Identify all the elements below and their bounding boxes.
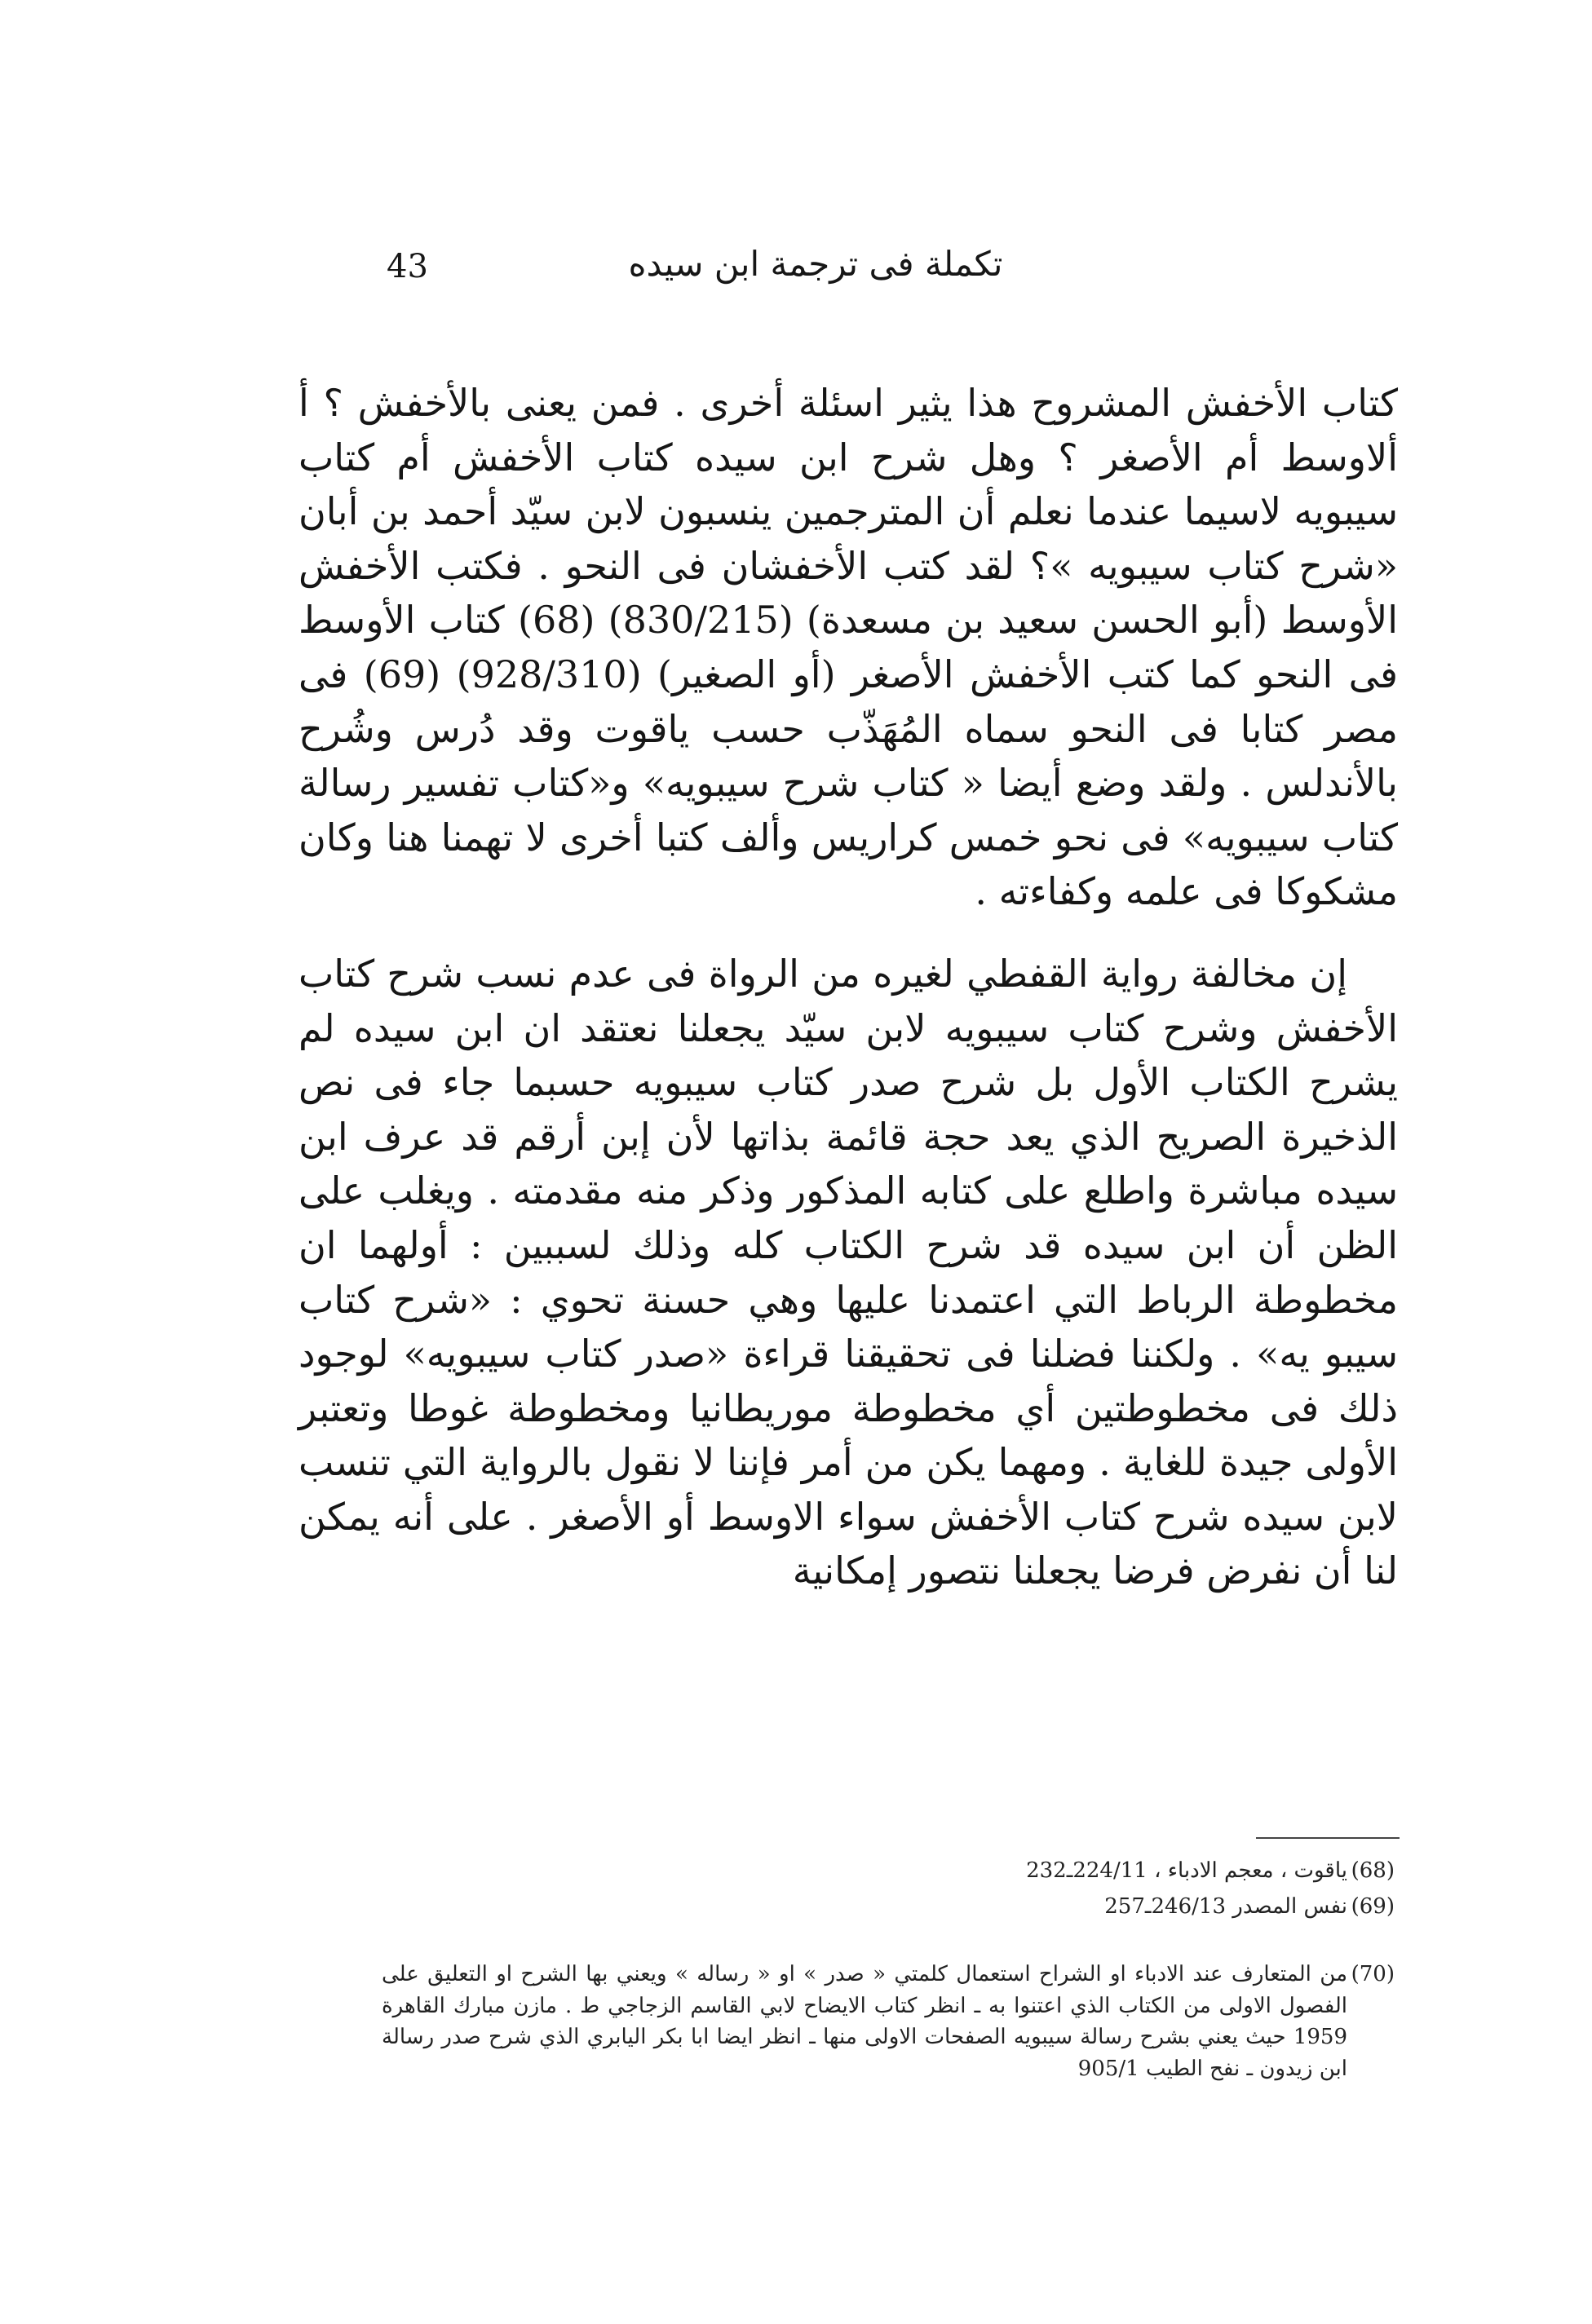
footnote-69 bbox=[889, 1889, 1395, 1924]
footnotes-short bbox=[889, 1853, 1395, 1924]
footnote-text: ياقوت ، معجم الادباء ، 224/11ـ232 bbox=[1026, 1858, 1347, 1883]
footnote-divider bbox=[1256, 1837, 1400, 1839]
body-text bbox=[298, 376, 1398, 1598]
footnote-number: (70) bbox=[1351, 1962, 1395, 1986]
footnote-70 bbox=[382, 1959, 1395, 2084]
footnote-68 bbox=[889, 1853, 1395, 1889]
footnote-number: (69) bbox=[1351, 1894, 1395, 1919]
paragraph: كتاب الأخفش المشروح هذا يثير اسئلة أخرى . فمن يعنى بالأخفش ؟ أ ألاوسط أم الأصغر ؟ وهل شرح ابن سيده كتاب الأخفش أم كتاب سيبويه لاسيما عندما نعلم أن المترجمين ينسبون لابن سيّد أحمد بن أبان «شرح كتاب سيبويه »؟ لقد كتب الأخفشان فى النحو . فكتب الأخفش الأوسط (أبو الحسن سعيد بن مسعدة) (830/215) (68) كتاب الأوسط فى النحو كما كتب الأخفش الأصغر (أو الصغير) (928/310) (69) فى مصر كتابا فى النحو سماه المُهَذّب حسب ياقوت وقد دُرس وشُرح بالأندلس . ولقد وضع أيضا « كتاب شرح سيبويه» و«كتاب تفسير رسالة كتاب سيبويه» فى نحو خمس كراريس وألف كتبا أخرى لا تهمنا هنا وكان مشكوكا فى علمه وكفاءته . bbox=[298, 381, 1399, 914]
paragraph: إن مخالفة رواية القفطي لغيره من الرواة فى عدم نسب شرح كتاب الأخفش وشرح كتاب سيبويه لابن سيّد يجعلنا نعتقد ان ابن سيده لم يشرح الكتاب الأول بل شرح صدر كتاب سيبويه حسبما جاء فى نص الذخيرة الصريح الذي يعد حجة قائمة بذاتها لأن إبن أرقم قد عرف ابن سيده مباشرة واطلع على كتابه المذكور وذكر منه مقدمته . ويغلب على الظن أن ابن سيده قد شرح الكتاب كله وذلك لسببين : أولهما ان مخطوطة الرباط التي اعتمدنا عليها وهي حسنة تحوي : «شرح كتاب سيبو يه» . ولكننا فضلنا فى تحقيقنا قراءة «صدر كتاب سيبويه» لوجود ذلك فى مخطوطتين أي مخطوطة موريطانيا ومخطوطة غوطا وتعتبر الأولى جيدة للغاية . ومهما يكن من أمر فإننا لا نقول بالرواية التي تنسب لابن سيده شرح كتاب الأخفش سواء الاوسط أو الأصغر . على أنه يمكن لنا أن نفرض فرضا يجعلنا نتصور إمكانية bbox=[298, 951, 1398, 1593]
footnote-number: (68) bbox=[1351, 1858, 1395, 1883]
footnote-text: نفس المصدر 246/13ـ257 bbox=[1104, 1894, 1347, 1919]
running-title: تكملة فى ترجمة ابن سيده bbox=[628, 244, 1003, 284]
page-number: 43 bbox=[387, 248, 428, 285]
footnote-text: من المتعارف عند الادباء او الشراح استعمال كلمتي « صدر » او « رساله » ويعني بها الشرح او التعليق على الفصول الاولى من الكتاب الذي اعتنوا به ـ انظر كتاب الايضاح لابي القاسم الزجاجي ط . مازن مبارك القاهرة 1959 حيث يعني بشرح رسالة سيبويه الصفحات الاولى منها ـ انظر ايضا ابا بكر اليابري الذي شرح صدر رسالة ابن زيدون ـ نفح الطيب 905/1 bbox=[382, 1962, 1347, 2081]
